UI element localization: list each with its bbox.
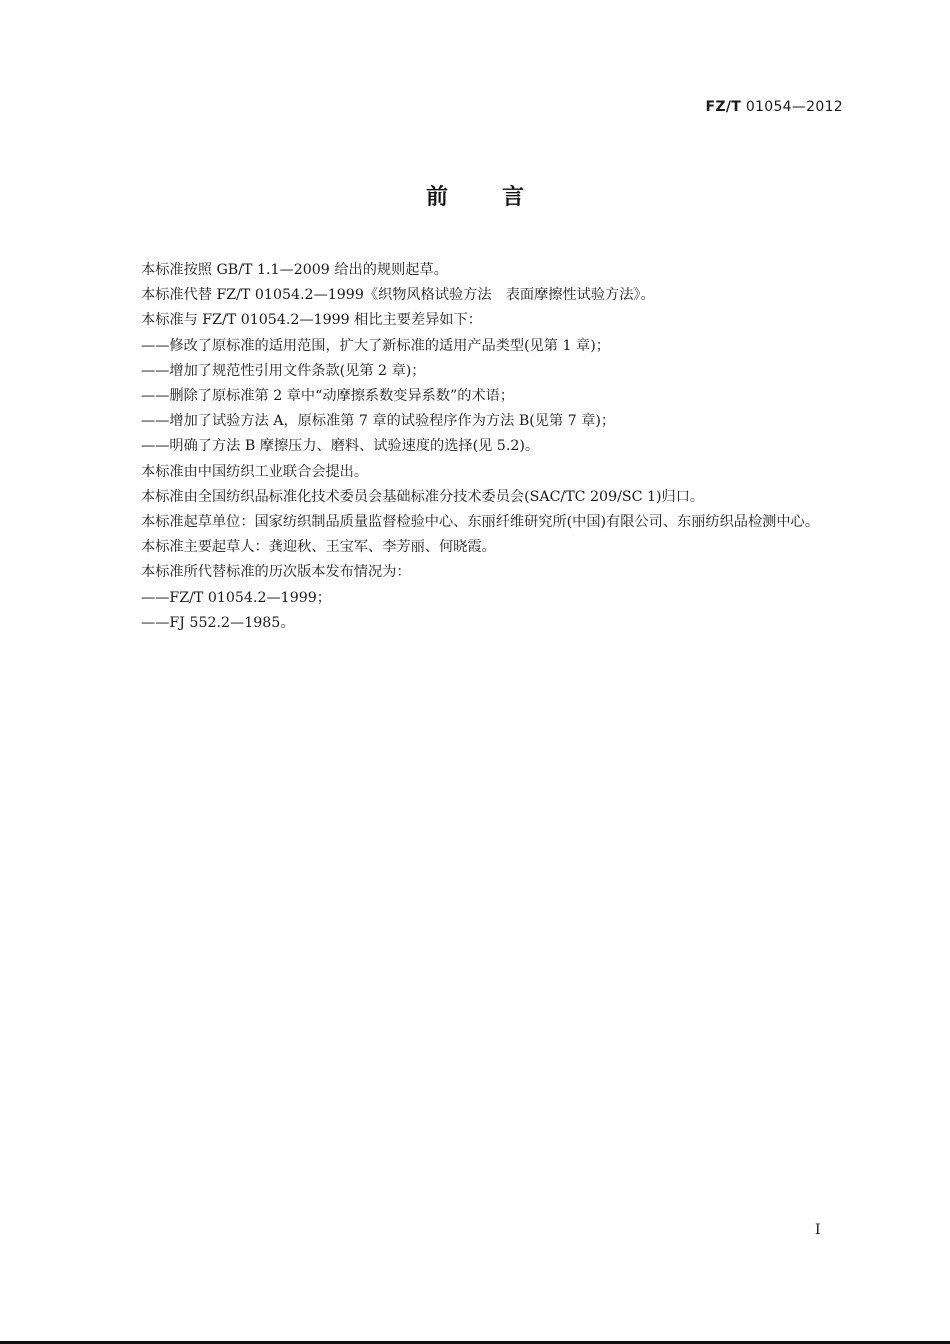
page-title: 前言 [425,185,578,210]
list-item: ——FJ 552.2—1985。 [141,614,295,631]
paragraph: 本标准与 FZ/T 01054.2—1999 相比主要差异如下： [141,312,482,329]
paragraph: 本标准按照 GB/T 1.1—2009 给出的规则起草。 [141,262,448,278]
list-item: ——增加了规范性引用文件条款(见第 2 章)； [141,362,426,379]
list-item: ——FZ/T 01054.2—1999； [141,589,331,606]
paragraph: 本标准起草单位：国家纺织制品质量监督检验中心、东丽纤维研究所(中国)有限公司、东丽纺织品检测中心。 [141,514,819,531]
paragraph: 本标准由中国纺织工业联合会提出。 [141,463,369,480]
standard-code-prefix: FZ/T [705,99,742,115]
paragraph: 本标准代替 FZ/T 01054.2—1999《织物风格试验方法 表面摩擦性试验方法》。 [141,287,655,304]
list-item: ——明确了方法 B 摩擦压力、磨料、试验速度的选择(见 5.2)。 [141,438,540,455]
standard-code [706,99,844,115]
foreword-body [108,258,843,636]
standard-code-number: 01054—2012 [741,99,843,115]
paragraph: 本标准主要起草人：龚迎秋、王宝军、李芳丽、何晓霞。 [141,539,496,556]
list-item: ——修改了原标准的适用范围，扩大了新标准的适用产品类型(见第 1 章)； [141,337,610,354]
page-number: I [815,1222,821,1238]
list-item: ——增加了试验方法 A，原标准第 7 章的试验程序作为方法 B(见第 7 章)； [141,413,616,430]
paragraph: 本标准由全国纺织品标准化技术委员会基础标准分技术委员会(SAC/TC 209/SC 1)归口。 [141,488,705,505]
list-item: ——删除了原标准第 2 章中“动摩擦系数变异系数”的术语； [141,388,515,405]
paragraph: 本标准所代替标准的历次版本发布情况为： [141,564,411,581]
